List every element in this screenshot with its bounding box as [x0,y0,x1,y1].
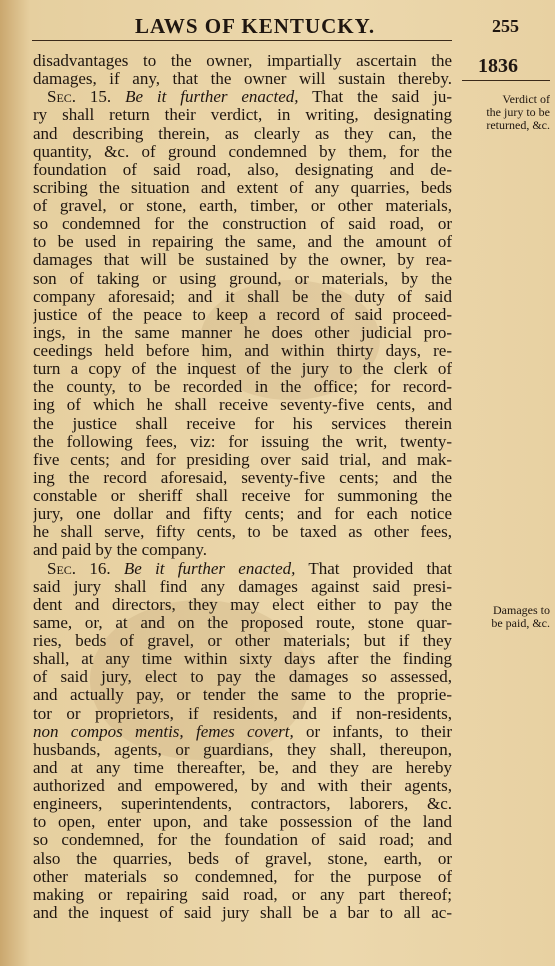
section-number: Sec. 16. [47,559,111,578]
line-text: of gravel, or stone, earth, timber, or other materials, [33,197,452,215]
text-line [33,306,452,324]
text-line [33,705,452,723]
text-line [33,451,452,469]
line-text: authorized and empowered, by and with their agents, [33,777,452,795]
margin-note-damages [458,604,550,630]
text-line [33,578,452,596]
text-line [33,886,452,904]
line-text: and at any time thereafter, be, and they are hereby [33,758,452,777]
line-text: and describing therein, as clearly as they can, the [33,124,452,143]
italic-phrase: Be it further enacted, [123,559,296,578]
text-line [33,233,452,251]
line-text: foundation of said road, also, designating and de- [33,160,452,179]
text-line [33,795,452,813]
margin-note-line: be paid, &c. [491,616,550,630]
text-line [33,904,452,922]
line-text: the county, to be recorded in the office; for record- [33,378,452,397]
line-text: of said jury, elect to pay the damages so assessed, [33,668,452,687]
line-text: said jury shall find any damages against said presi- [33,577,452,596]
margin-note-line: Verdict of [502,92,550,106]
line-text: quantity, &c. of ground condemned by them, for the [33,142,452,161]
text-line [33,668,452,686]
text-line [33,596,452,614]
line-text: and actually pay, or tender the same to the proprie- [33,686,452,705]
line-text: ings, in the same manner he does other judicial pro- [33,323,452,342]
text-line [33,342,452,360]
italic-phrase: Be it further enacted, [125,88,299,107]
line-text: shall, at any time within sixty days after the finding [33,650,452,669]
text-line [33,541,452,559]
line-text: to open, enter upon, and take possession of the land [33,813,452,832]
line-text: or infants, to their [306,722,452,741]
line-text: he shall serve, fifty cents, to be taxed as other fees, [33,523,452,542]
text-line [33,270,452,288]
text-line [33,487,452,505]
text-line [33,197,452,215]
line-text: jury, one dollar and fifty cents; and for each notice [33,505,452,524]
line-text: damages, if any, that the owner will sustain thereby. [33,70,452,89]
margin-note-line: Damages to [493,603,550,617]
page-number: 255 [492,16,519,36]
text-line [33,143,452,161]
line-text: dent and directors, they may elect either to pay the [33,595,452,614]
text-line [33,88,452,106]
text-line [33,179,452,197]
line-text: so condemned for the construction of said road, or [33,215,452,234]
text-line [33,106,452,124]
text-line [33,469,452,487]
text-line [33,378,452,396]
line-text: five cents; and for presiding over said trial, and mak- [33,450,452,469]
text-line [33,759,452,777]
line-text: turn a copy of the inquest of the jury to the clerk of [33,360,452,379]
text-line [33,650,452,668]
margin-year: 1836 [478,55,518,77]
text-line [33,360,452,378]
section-number: Sec. 15. [47,88,112,107]
line-text: ry shall return their verdict, in writing, designating [33,106,452,125]
line-text: damages that will be sustained by the owner, by rea- [33,251,452,270]
line-text: scribing the situation and extent of any quarries, beds [33,178,452,197]
line-text: son of taking or using ground, or materials, by the [33,269,452,288]
text-line [33,523,452,541]
page-header [0,12,555,36]
line-text: company aforesaid; and it shall be the duty of said [33,287,452,306]
text-line [33,632,452,650]
line-text: That provided that [308,559,452,578]
line-text: ing of which he shall receive seventy-five cents, and [33,396,452,415]
text-line [33,396,452,414]
text-line [33,777,452,795]
text-line [33,415,452,433]
line-text: the justice shall receive for his services therein [33,414,452,433]
text-line [33,433,452,451]
line-text: ries, beds of gravel, or other materials; but if they [33,632,452,650]
text-line [33,560,452,578]
margin-note-verdict [458,93,550,132]
text-line [33,850,452,868]
line-text: same, or, at and on the proposed route, stone quar- [33,613,452,632]
text-line [33,686,452,704]
text-line [33,161,452,179]
text-line [33,70,452,88]
text-line [33,831,452,849]
line-text: ceedings held before him, and within thirty days, re- [33,342,452,360]
text-line [33,868,452,886]
header-rule [32,40,452,41]
line-text: ing the record aforesaid, seventy-five cents; and the [33,468,452,487]
line-text: tor or proprietors, if residents, and if non-residents, [33,704,452,723]
main-text [33,52,452,922]
text-line [33,288,452,306]
margin-note-line: returned, &c. [486,118,550,132]
text-line [33,125,452,143]
italic-phrase: non compos mentis, femes covert, [33,722,294,741]
text-line [33,324,452,342]
text-line [33,52,452,70]
line-text: and paid by the company. [33,541,208,560]
line-text: so condemned, for the foundation of said road; and [33,831,452,850]
line-text: to be used in repairing the same, and the amount of [33,233,452,252]
line-text: That the said ju- [312,88,452,107]
text-line [33,251,452,269]
line-text: making or repairing said road, or any part thereof; [33,885,452,904]
line-text: disadvantages to the owner, impartially ascertain the [33,52,452,70]
line-text: and the inquest of said jury shall be a bar to all ac- [33,903,452,922]
line-text: other materials so condemned, for the purpose of [33,867,452,886]
text-line [33,741,452,759]
line-text: also the quarries, beds of gravel, stone, earth, or [33,849,452,868]
margin-rule [462,80,550,81]
running-title: LAWS OF KENTUCKY. [135,14,376,38]
text-line [33,614,452,632]
text-line [33,505,452,523]
line-text: justice of the peace to keep a record of said proceed- [33,305,452,324]
line-text: engineers, superintendents, contractors, laborers, &c. [33,795,452,814]
text-line [33,723,452,741]
text-line [33,215,452,233]
margin-note-line: the jury to be [486,105,550,119]
line-text: constable or sheriff shall receive for summoning the [33,487,452,505]
line-text: husbands, agents, or guardians, they shall, thereupon, [33,740,452,759]
line-text: the following fees, viz: for issuing the writ, twenty- [33,432,452,451]
text-line [33,813,452,831]
